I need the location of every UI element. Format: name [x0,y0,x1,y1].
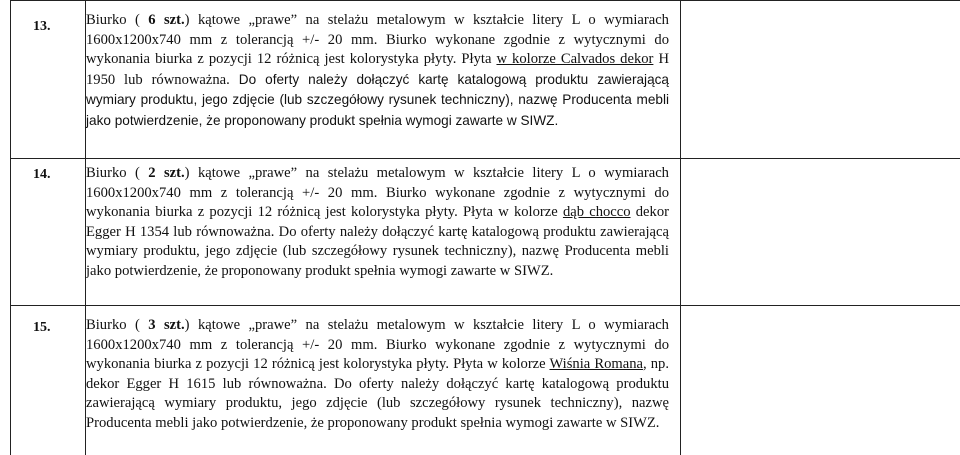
item-requirements: Do oferty należy dołączyć kartę katalogową produktu zawierającą wymiary produktu, jego zdjęcie (lub szczegółowy rysunek techniczny), nazwę Producenta mebli jako potwierdzenie, że proponowany produkt spełnia wymogi zawarte w SIWZ. [86,223,669,279]
item-quantity: 6 szt. [148,12,185,28]
item-text: H 1950 lub równoważna. [86,51,669,88]
item-text: dekor Egger H 1354 lub równoważna. [86,204,669,240]
item-text: kątowe „prawe” na stelażu metalowym w kształcie litery L o wymiarach 1600x1200x740 mm z tolerancją +/- 20 mm. Biurko wykonane zgodnie z wytycznymi do wykonania biurka z pozycji 12 różnicą jest kolorystyka płyty. Płyta [86,12,669,68]
item-description [86,11,669,132]
item-lead-end: ) [184,165,190,181]
item-lead: Biurko ( [86,317,149,333]
item-description [86,316,669,434]
item-color: w kolorze Calvados dekor [496,51,654,68]
item-text: , np. dekor Egger H 1615 lub równoważna. [86,356,669,392]
item-requirements: Do oferty należy dołączyć kartę katalogową produktu zawierającą wymiary produktu, jego zdjęcie (lub szczegółowy rysunek techniczny), nazwę Producenta mebli jako potwierdzenie, że proponowany produkt spełnia wymogi zawarte w SIWZ. [86,375,669,431]
item-lead-end: ) [184,12,190,28]
item-quantity: 3 szt. [148,317,185,333]
item-color: dąb chocco [562,204,631,221]
item-text: kątowe „prawe” na stelażu metalowym w kształcie litery L o wymiarach 1600x1200x740 mm z tolerancją +/- 20 mm. Biurko wykonane zgodnie z wytycznymi do wykonania biurka z pozycji 12 różnicą jest kolorystyka płyty. Płyta w kolorze [86,317,669,373]
item-number: 14. [33,167,51,182]
item-description [86,164,669,282]
item-quantity: 2 szt. [148,165,185,181]
table-row [11,306,960,455]
item-lead: Biurko ( [86,12,149,28]
spec-table [10,0,960,455]
table-row [11,159,960,305]
item-lead: Biurko ( [86,165,149,181]
item-color: Wiśnia Romana [549,356,643,373]
item-lead-end: ) [184,317,190,333]
item-number: 13. [33,19,51,34]
table-row [11,1,960,158]
item-text: kątowe „prawe” na stelażu metalowym w kształcie litery L o wymiarach 1600x1200x740 mm z tolerancją +/- 20 mm. Biurko wykonane zgodnie z wytycznymi do wykonania biurka z pozycji 12 różnicą jest kolorystyka płyty. Płyta w kolorze [86,165,669,221]
item-requirements: Do oferty należy dołączyć kartę katalogową produktu zawierającą wymiary produktu, jego zdjęcie (lub szczegółowy rysunek techniczny), nazwę Producenta mebli jako potwierdzenie, że proponowany produkt spełnia wymogi zawarte w SIWZ. [86,71,669,128]
item-number: 15. [33,320,51,335]
